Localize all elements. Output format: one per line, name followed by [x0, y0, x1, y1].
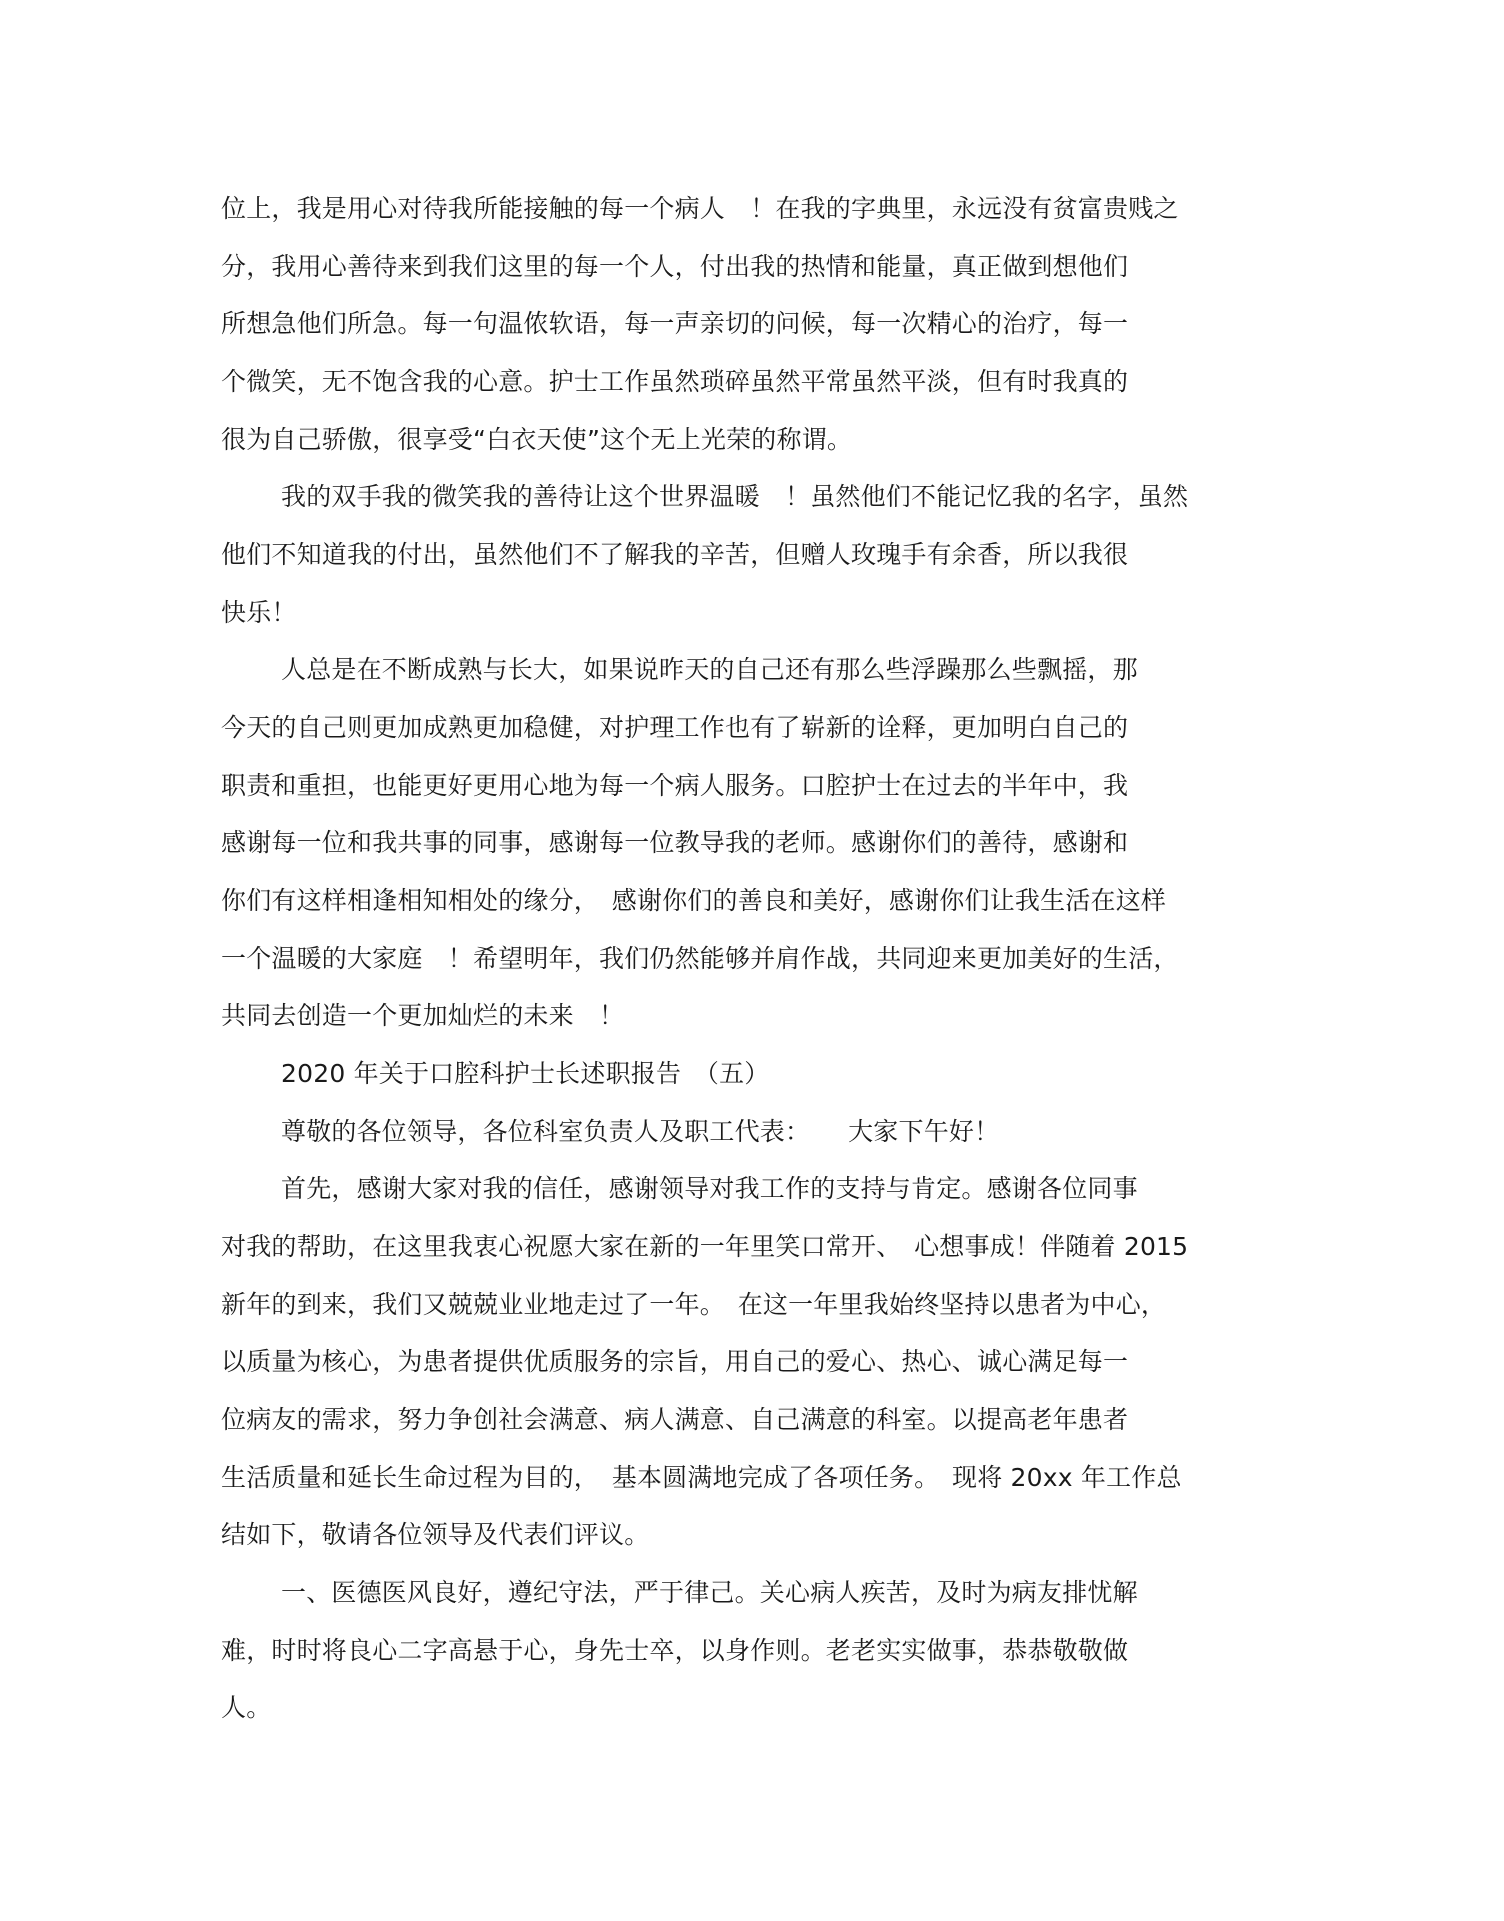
salutation: 尊敬的各位领导，各位科室负责人及职工代表： 大家下午好！ — [281, 1117, 1000, 1146]
text-line: 难，时时将良心二字高悬于心，身先士卒，以身作则。老老实实做事，恭恭敬敬做 — [221, 1636, 1129, 1665]
text-line: 一、医德医风良好，遵纪守法，严于律己。关心病人疾苦，及时为病友排忧解 — [281, 1578, 1138, 1607]
text-line: 个微笑，无不饱含我的心意。护士工作虽然琐碎虽然平常虽然平淡，但有时我真的 — [221, 367, 1129, 396]
text-line: 感谢每一位和我共事的同事，感谢每一位教导我的老师。感谢你们的善待，感谢和 — [221, 828, 1129, 857]
text-line: 人。 — [221, 1693, 272, 1722]
text-line: 很为自己骄傲，很享受“白衣天使”这个无上光荣的称谓。 — [221, 425, 853, 454]
text-line: 职责和重担，也能更好更用心地为每一个病人服务。口腔护士在过去的半年中，我 — [221, 771, 1129, 800]
text-line: 位病友的需求，努力争创社会满意、病人满意、自己满意的科室。以提高老年患者 — [221, 1405, 1129, 1434]
text-line: 一个温暖的大家庭 ！希望明年，我们仍然能够并肩作战，共同迎来更加美好的生活， — [221, 944, 1179, 973]
text-line: 首先，感谢大家对我的信任，感谢领导对我工作的支持与肯定。感谢各位同事 — [281, 1174, 1138, 1203]
text-line: 所想急他们所急。每一句温侬软语，每一声亲切的问候，每一次精心的治疗，每一 — [221, 309, 1129, 338]
text-line: 你们有这样相逢相知相处的缘分， 感谢你们的善良和美好，感谢你们让我生活在这样 — [221, 886, 1167, 915]
text-line: 分，我用心善待来到我们这里的每一个人，付出我的热情和能量，真正做到想他们 — [221, 252, 1129, 281]
text-line: 位上，我是用心对待我所能接触的每一个病人 ！在我的字典里，永远没有贫富贵贱之 — [221, 194, 1179, 223]
text-line: 结如下，敬请各位领导及代表们评议。 — [221, 1520, 650, 1549]
text-line: 他们不知道我的付出，虽然他们不了解我的辛苦，但赠人玫瑰手有余香，所以我很 — [221, 540, 1129, 569]
text-line: 对我的帮助，在这里我衷心祝愿大家在新的一年里笑口常开、 心想事成！伴随着 2015 — [221, 1232, 1189, 1261]
section-heading: 2020 年关于口腔科护士长述职报告 （五） — [281, 1059, 770, 1088]
text-line: 生活质量和延长生命过程为目的， 基本圆满地完成了各项任务。 现将 20xx 年工作总 — [221, 1463, 1182, 1492]
text-line: 我的双手我的微笑我的善待让这个世界温暖 ！虽然他们不能记忆我的名字，虽然 — [281, 482, 1189, 511]
text-line: 今天的自己则更加成熟更加稳健，对护理工作也有了崭新的诠释，更加明白自己的 — [221, 713, 1129, 742]
text-line: 新年的到来，我们又兢兢业业地走过了一年。 在这一年里我始终坚持以患者为中心， — [221, 1290, 1167, 1319]
text-line: 共同去创造一个更加灿烂的未来 ！ — [221, 1001, 625, 1030]
text-line: 人总是在不断成熟与长大，如果说昨天的自己还有那么些浮躁那么些飘摇，那 — [281, 655, 1138, 684]
text-line: 以质量为核心，为患者提供优质服务的宗旨，用自己的爱心、热心、诚心满足每一 — [221, 1347, 1129, 1376]
text-line: 快乐！ — [221, 598, 297, 627]
